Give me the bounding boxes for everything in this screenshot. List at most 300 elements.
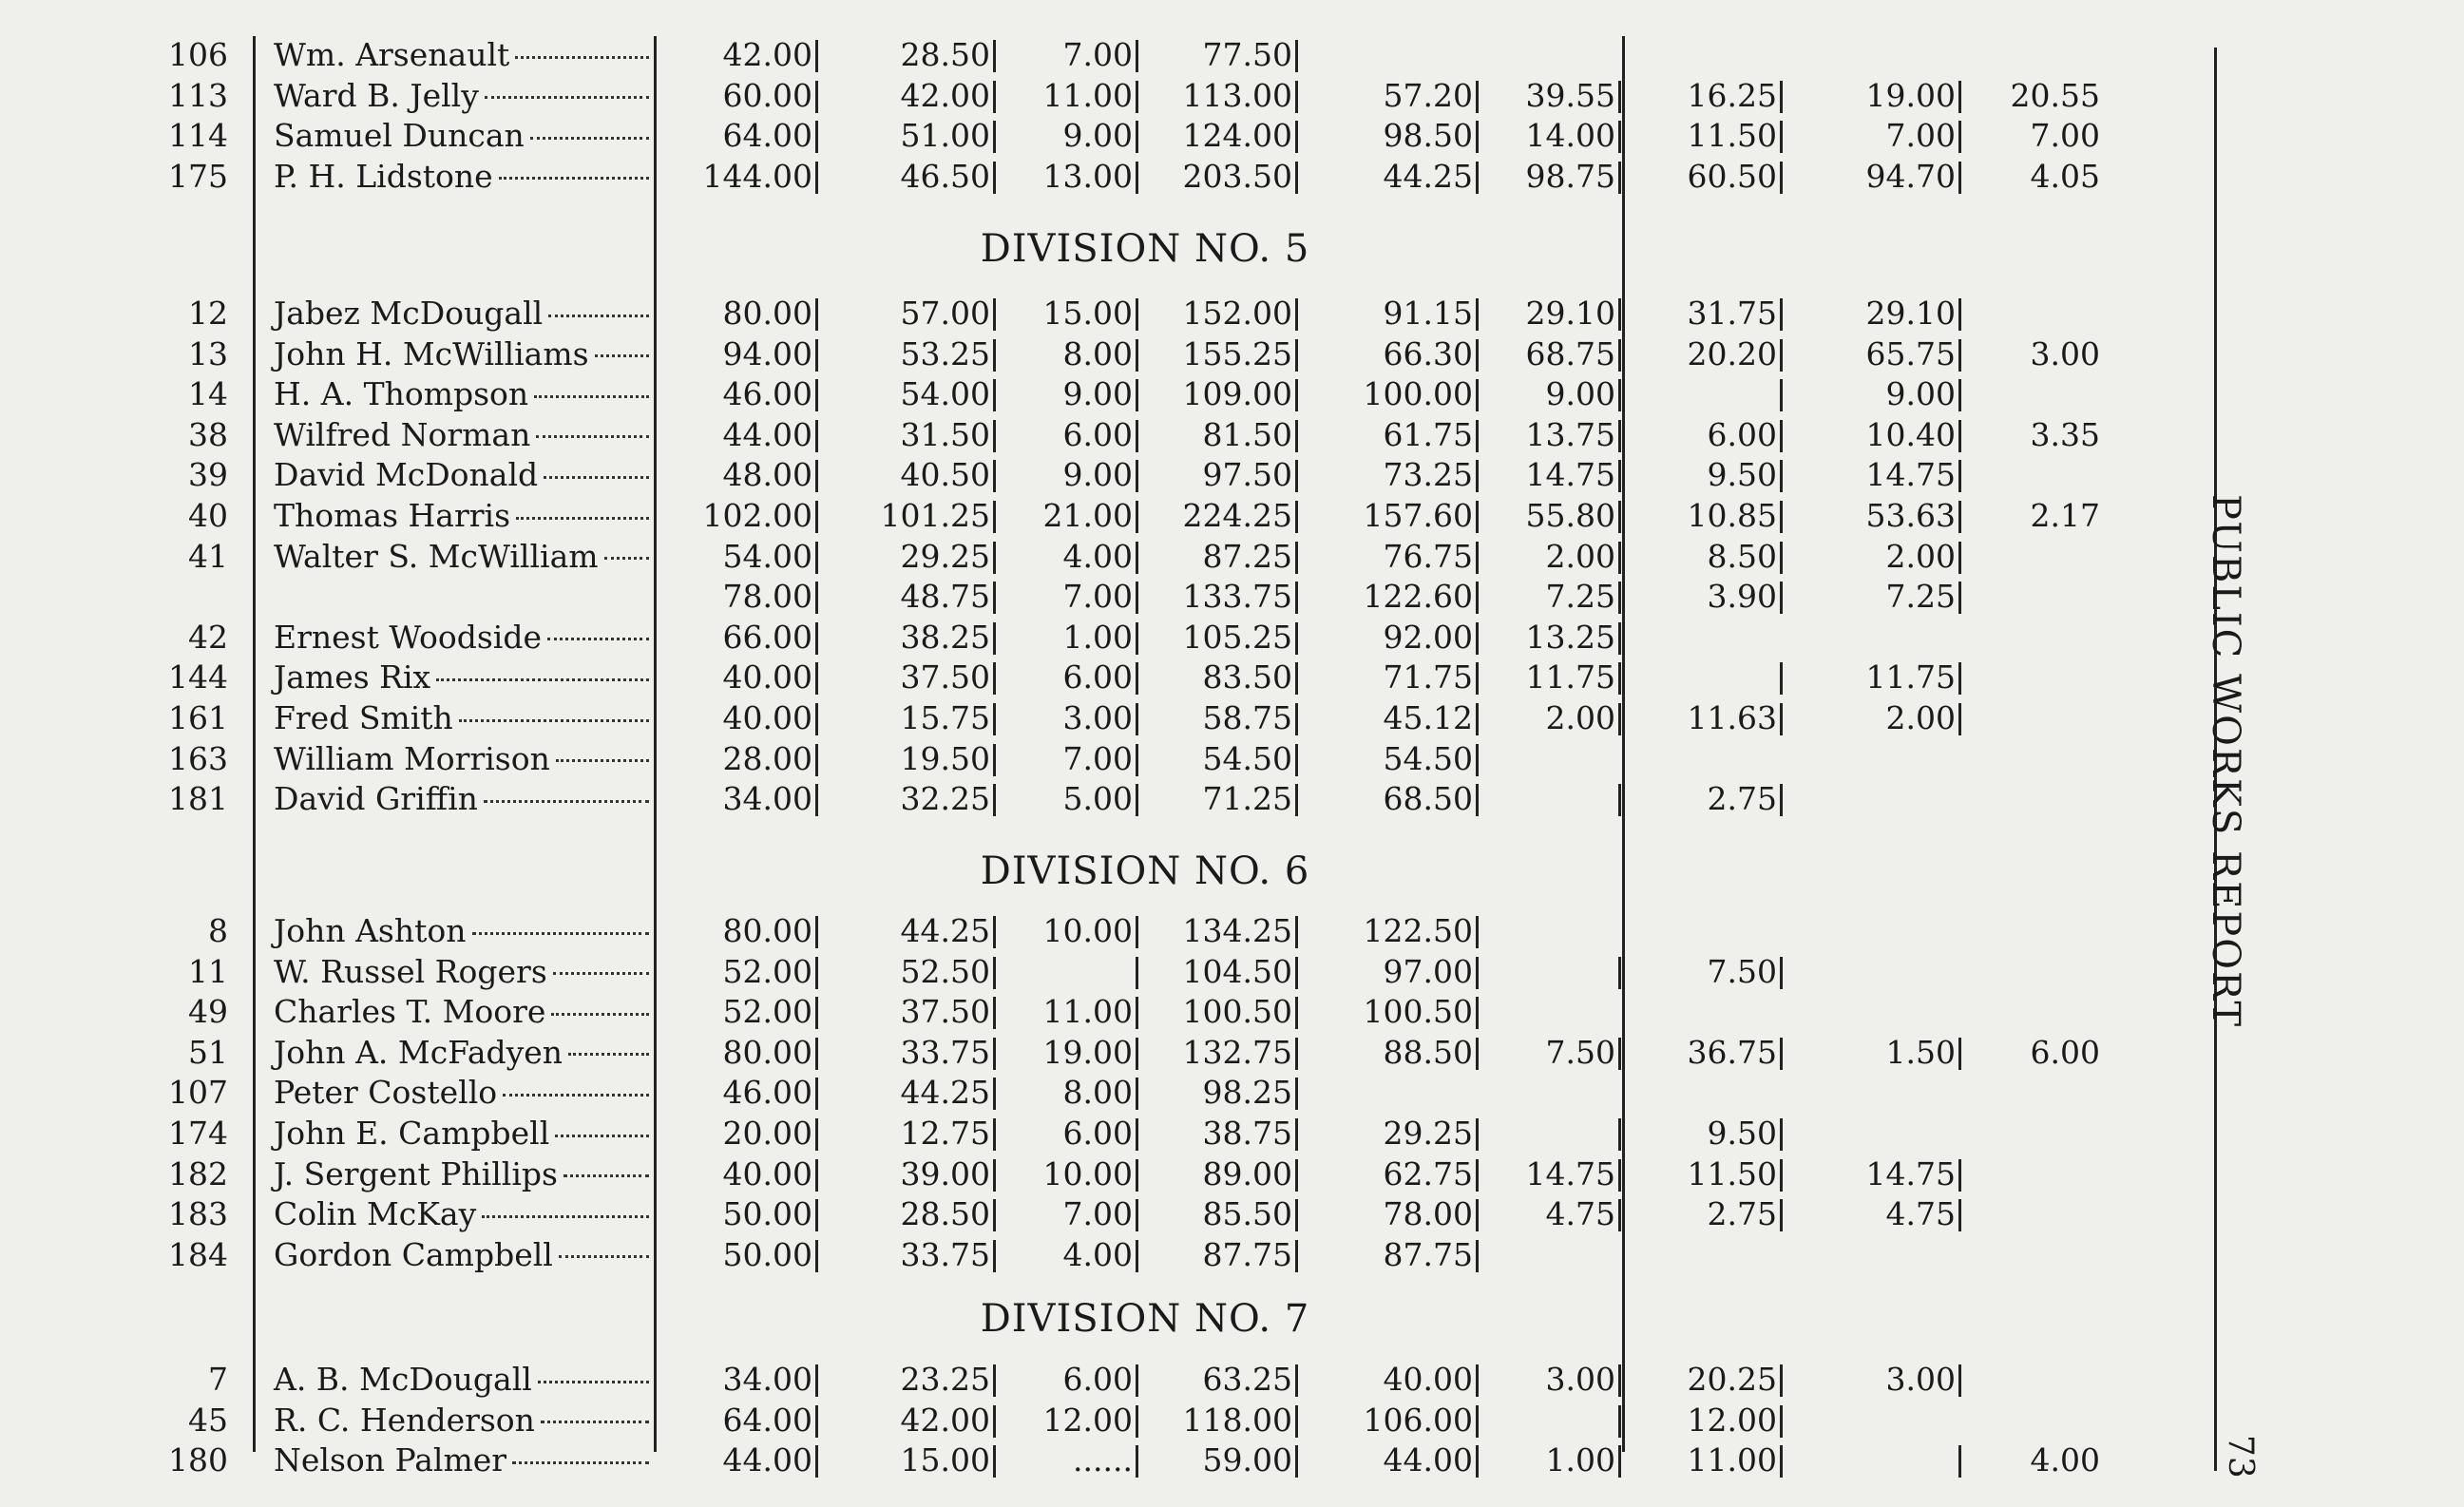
column-tick [1618,81,1621,113]
cell-value: 34.00 [722,1361,812,1398]
division-heading: DIVISION NO. 6 [980,849,1310,893]
cell-value: 57.00 [900,295,990,332]
cell-value: 4.75 [1885,1195,1956,1233]
cell-value: 6.00 [1707,415,1777,453]
column-tick [1780,1364,1783,1397]
column-tick [815,298,818,331]
column-tick [1295,622,1298,655]
cell-value: 48.00 [722,456,812,494]
row-number: 161 [168,699,228,736]
cell-value: 9.00 [1545,375,1615,413]
cell-value: 11.00 [1687,1441,1777,1479]
cell-value: 50.00 [722,1195,812,1233]
cell-value: 3.00 [2030,334,2100,372]
cell-value: 15.00 [900,1441,990,1479]
column-tick [993,121,996,153]
row-name [274,1034,649,1072]
cell-value: 13.25 [1525,618,1615,656]
row-name [274,1236,649,1274]
cell-value: 8.00 [1062,1074,1133,1112]
row-name [274,699,649,737]
cell-value: 87.75 [1383,1235,1473,1273]
column-tick [1476,1159,1479,1192]
division-heading: DIVISION NO. 7 [980,1297,1310,1341]
cell-value: 20.00 [722,1115,812,1152]
row-name [274,375,649,413]
row-name [274,740,649,778]
cell-value: 57.20 [1383,76,1473,114]
column-tick [1136,1159,1138,1192]
name-text: J. Sergent Phillips [274,1154,558,1192]
cell-value: 9.50 [1707,456,1777,494]
cell-value: 14.75 [1525,1154,1615,1192]
cell-value: 62.75 [1383,1154,1473,1192]
row-name [274,1441,649,1479]
column-tick [1476,501,1479,533]
cell-value: 21.00 [1042,497,1133,534]
cell-value: 29.10 [1525,295,1615,332]
cell-value: 2.00 [1885,537,1956,575]
cell-value: 13.75 [1525,415,1615,453]
name-text: Peter Costello [274,1074,498,1112]
cell-value: 42.00 [900,76,990,114]
column-tick [1476,339,1479,372]
cell-value: 133.75 [1182,578,1292,616]
cell-value: 105.25 [1182,618,1292,656]
cell-value: 100.50 [1363,993,1473,1031]
cell-value: 122.60 [1363,578,1473,616]
cell-value: 3.00 [1062,699,1133,736]
row-name [274,416,649,454]
cell-value: 66.00 [722,618,812,656]
cell-value: 118.00 [1182,1401,1292,1439]
cell-value: 1.50 [1885,1033,1956,1071]
name-text: Samuel Duncan [274,117,525,155]
cell-value: 53.25 [900,334,990,372]
column-tick [1476,460,1479,492]
row-number: 41 [188,537,228,575]
column-tick [993,703,996,735]
cell-value: 60.50 [1687,157,1777,195]
column-tick [1476,1445,1479,1478]
column-tick [1136,916,1138,948]
row-number: 144 [168,658,228,696]
cell-value: 4.75 [1545,1195,1615,1233]
cell-value: 11.50 [1687,1154,1777,1192]
cell-value: 8.00 [1062,334,1133,372]
column-tick [993,1078,996,1110]
column-tick [815,460,818,492]
column-tick [1295,1364,1298,1397]
cell-value: 11.75 [1865,658,1956,696]
row-number: 183 [168,1195,228,1233]
cell-value: 100.00 [1363,375,1473,413]
cell-value: 89.00 [1202,1154,1292,1192]
column-tick [1780,957,1783,989]
name-text: John H. McWilliams [274,334,589,372]
cell-value: 68.50 [1383,780,1473,818]
column-tick [993,420,996,452]
cell-value: 48.75 [900,578,990,616]
cell-value: 3.90 [1707,578,1777,616]
name-text: Ernest Woodside [274,618,543,656]
column-tick [1295,1118,1298,1151]
cell-value: 94.70 [1865,157,1956,195]
cell-value: 1.00 [1545,1441,1615,1479]
cell-value: 98.50 [1383,117,1473,155]
column-tick [1295,744,1298,776]
name-text: Charles T. Moore [274,993,546,1031]
cell-value: 7.00 [1062,578,1133,616]
column-tick [815,703,818,735]
column-tick [1618,784,1621,816]
cell-value: 109.00 [1182,375,1292,413]
cell-value: 78.00 [722,578,812,616]
column-tick [815,916,818,948]
cell-value: 92.00 [1383,618,1473,656]
row-number: 184 [168,1235,228,1273]
cell-value: 98.75 [1525,157,1615,195]
column-tick [815,662,818,695]
cell-value: 97.50 [1202,456,1292,494]
cell-value: 52.00 [722,993,812,1031]
column-tick [1136,1199,1138,1231]
cell-value: 6.00 [1062,1361,1133,1398]
column-tick [1958,703,1961,735]
column-tick [815,1038,818,1070]
cell-value: 71.75 [1383,658,1473,696]
cell-value: 7.50 [1707,952,1777,990]
column-tick [1618,501,1621,533]
row-number: 14 [188,375,228,413]
cell-value: 7.00 [1062,739,1133,777]
cell-value: 33.75 [900,1235,990,1273]
cell-value: 4.00 [1062,537,1133,575]
row-number: 45 [188,1401,228,1439]
cell-value: 7.25 [1885,578,1956,616]
cell-value: 134.25 [1182,912,1292,949]
column-tick [1476,957,1479,989]
cell-value: 38.25 [900,618,990,656]
column-tick [993,1364,996,1397]
column-tick [1136,1038,1138,1070]
cell-value: 7.00 [1062,36,1133,73]
column-tick [815,957,818,989]
name-text: Jabez McDougall [274,295,544,332]
column-tick [1780,1405,1783,1438]
row-name [274,1361,649,1399]
page-number: 73 [2221,1435,2260,1478]
column-tick [1136,1405,1138,1438]
column-tick [815,1364,818,1397]
cell-value: 28.50 [900,36,990,73]
cell-value: 52.50 [900,952,990,990]
cell-value: 224.25 [1182,497,1292,534]
cell-value: 81.50 [1202,415,1292,453]
name-text: William Morrison [274,739,550,777]
cell-value: 76.75 [1383,537,1473,575]
row-number: 114 [168,117,228,155]
cell-value: 203.50 [1182,157,1292,195]
row-number: 106 [168,36,228,73]
cell-value: 20.55 [2010,76,2100,114]
row-name [274,456,649,494]
cell-value: 11.63 [1687,699,1777,736]
row-name [274,335,649,373]
column-tick [1958,1159,1961,1192]
column-tick [815,1118,818,1151]
name-text: A. B. McDougall [274,1361,532,1398]
column-tick [1295,582,1298,614]
column-tick [1295,501,1298,533]
column-tick [815,542,818,574]
cell-value: 4.00 [1062,1235,1133,1273]
column-tick [1295,957,1298,989]
cell-value: 31.75 [1687,295,1777,332]
column-tick [993,1038,996,1070]
column-tick [815,622,818,655]
column-tick [993,1405,996,1438]
cell-value: 10.85 [1687,497,1777,534]
column-tick [1958,1199,1961,1231]
row-name [274,780,649,818]
row-number: 7 [208,1361,228,1398]
column-tick [1476,582,1479,614]
cell-value: 39.00 [900,1154,990,1192]
cell-value: 80.00 [722,912,812,949]
cell-value: 6.00 [1062,658,1133,696]
row-number: 182 [168,1154,228,1192]
cell-value: 19.50 [900,739,990,777]
cell-value: 9.00 [1885,375,1956,413]
cell-value: 46.50 [900,157,990,195]
cell-value: 37.50 [900,658,990,696]
name-text: R. C. Henderson [274,1401,535,1439]
cell-value: 6.00 [1062,415,1133,453]
cell-value: 3.00 [1545,1361,1615,1398]
column-tick [1295,662,1298,695]
column-tick [1295,460,1298,492]
column-tick [1780,339,1783,372]
column-tick [993,460,996,492]
cell-value: 3.35 [2030,415,2100,453]
cell-value: 97.00 [1383,952,1473,990]
cell-value: 7.00 [1062,1195,1133,1233]
column-tick [1295,298,1298,331]
cell-value: 61.75 [1383,415,1473,453]
column-tick [1136,582,1138,614]
row-name [274,117,649,155]
row-number: 107 [168,1074,228,1112]
cell-value: 10.00 [1042,912,1133,949]
cell-value: 87.75 [1202,1235,1292,1273]
cell-value: 106.00 [1363,1401,1473,1439]
cell-value: 59.00 [1202,1441,1292,1479]
column-rule [253,36,256,1452]
cell-value: 40.00 [1383,1361,1473,1398]
column-tick [1958,501,1961,533]
cell-value: 73.25 [1383,456,1473,494]
column-tick [993,298,996,331]
cell-value: 33.75 [900,1033,990,1071]
cell-value: 77.50 [1202,36,1292,73]
column-tick [1618,121,1621,153]
cell-value: 44.25 [900,912,990,949]
column-tick [1136,162,1138,194]
cell-value: 9.00 [1062,117,1133,155]
column-tick [1618,420,1621,452]
column-tick [993,622,996,655]
cell-value: 7.25 [1545,578,1615,616]
cell-value: 54.00 [722,537,812,575]
column-tick [993,784,996,816]
column-tick [1618,662,1621,695]
column-tick [993,1445,996,1478]
row-number: 12 [188,295,228,332]
column-tick [1780,81,1783,113]
name-text: Wilfred Norman [274,415,531,453]
column-tick [1780,298,1783,331]
cell-value: 144.00 [702,157,812,195]
cell-value: 29.25 [900,537,990,575]
cell-value: 20.20 [1687,334,1777,372]
column-tick [1295,379,1298,411]
cell-value: 2.00 [1885,699,1956,736]
column-tick [1958,1445,1961,1478]
row-name [274,1155,649,1193]
column-tick [1295,1159,1298,1192]
column-tick [993,957,996,989]
cell-value: 68.75 [1525,334,1615,372]
row-name [274,538,649,576]
name-text: Fred Smith [274,699,453,736]
cell-value: 78.00 [1383,1195,1473,1233]
cell-value: 60.00 [722,76,812,114]
cell-value: 19.00 [1042,1033,1133,1071]
column-tick [1136,703,1138,735]
column-tick [993,662,996,695]
row-number: 181 [168,780,228,818]
column-tick [993,997,996,1029]
cell-value: 2.17 [2030,497,2100,534]
column-tick [1136,460,1138,492]
cell-value: 83.50 [1202,658,1292,696]
cell-value: 40.00 [722,699,812,736]
cell-value: 85.50 [1202,1195,1292,1233]
column-tick [1136,957,1138,989]
row-number: 49 [188,993,228,1031]
cell-value: 104.50 [1182,952,1292,990]
cell-value: 87.25 [1202,537,1292,575]
cell-value: 2.75 [1707,780,1777,818]
column-tick [1780,542,1783,574]
row-number: 40 [188,497,228,534]
column-tick [1295,420,1298,452]
row-name [274,1195,649,1233]
cell-value: 9.00 [1062,456,1133,494]
column-tick [1136,784,1138,816]
cell-value: 54.00 [900,375,990,413]
leader-dots [436,678,649,681]
cell-value: 6.00 [2030,1033,2100,1071]
column-tick [1476,298,1479,331]
column-tick [1295,81,1298,113]
column-tick [1958,420,1961,452]
column-tick [815,1445,818,1478]
cell-value: 88.50 [1383,1033,1473,1071]
column-tick [1476,1405,1479,1438]
cell-value: 15.75 [900,699,990,736]
column-tick [815,582,818,614]
cell-value: 66.30 [1383,334,1473,372]
column-tick [1476,542,1479,574]
cell-value: 44.00 [722,1441,812,1479]
column-tick [1476,121,1479,153]
column-tick [815,40,818,72]
column-tick [1780,1199,1783,1231]
column-tick [1295,1240,1298,1272]
row-name [274,1402,649,1440]
column-tick [1476,162,1479,194]
column-tick [1136,121,1138,153]
column-tick [1780,662,1783,695]
cell-value: 54.50 [1202,739,1292,777]
row-number: 39 [188,456,228,494]
name-text: John Ashton [274,912,467,949]
column-tick [1476,916,1479,948]
column-tick [1295,703,1298,735]
cell-value: 12.75 [900,1115,990,1152]
column-tick [1476,1118,1479,1151]
row-name [274,295,649,333]
cell-value: 132.75 [1182,1033,1292,1071]
column-tick [1136,662,1138,695]
cell-value: 124.00 [1182,117,1292,155]
cell-value: 46.00 [722,375,812,413]
row-name [274,497,649,535]
cell-value: 11.00 [1042,76,1133,114]
cell-value: 91.15 [1383,295,1473,332]
cell-value: 101.25 [880,497,990,534]
column-tick [993,1240,996,1272]
column-tick [815,1199,818,1231]
column-tick [1780,784,1783,816]
column-tick [1618,957,1621,989]
row-name [274,658,649,696]
cell-value: 9.00 [1062,375,1133,413]
column-tick [993,1118,996,1151]
column-tick [1958,662,1961,695]
cell-value: 31.50 [900,415,990,453]
column-tick [1618,1199,1621,1231]
cell-value: 34.00 [722,780,812,818]
cell-value: 52.00 [722,952,812,990]
cell-value: 155.25 [1182,334,1292,372]
column-tick [1476,622,1479,655]
column-tick [815,1159,818,1192]
cell-value: 55.80 [1525,497,1615,534]
cell-value: 36.75 [1687,1033,1777,1071]
column-tick [815,501,818,533]
cell-value: 28.50 [900,1195,990,1233]
column-tick [993,162,996,194]
cell-value: 2.75 [1707,1195,1777,1233]
column-tick [1295,1445,1298,1478]
name-text: David McDonald [274,456,539,494]
row-name [274,1074,649,1112]
column-tick [1136,40,1138,72]
cell-value: 50.00 [722,1235,812,1273]
